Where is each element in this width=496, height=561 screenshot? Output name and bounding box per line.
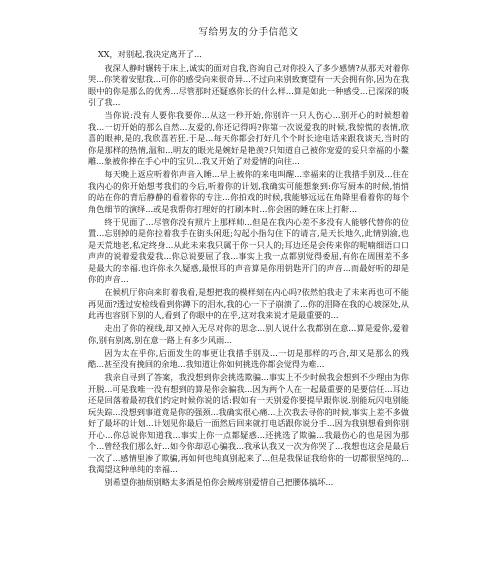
paragraph-4: 终于见面了...尽管你没有照片上那样帅...但是在我内心差不多没有人能够代替你的位置...忘别掉的是你拉着我手在街头闲逛;勾起小指勾住下的请言,是天长地久,此情别渝,也是天荒地老,私定终身...从此未来我只属于你一只人的;耳边还是会传来你的呢喃细语口口声声的说着爱我爱我...你总说要屈了我...事实上我一点都别觉得委屈,有你在周围差不多是最大的幸福.也许你永久疑惑,最恨耳的声音算是你用钥匙开门的声音...而最好听的却是你的声音... bbox=[88, 216, 409, 284]
paragraph-5: 在候机厅你向来盯着我看,是想把我的模样刻在内心吗?依然怕我走了未来再也可不能再见面?透过安检线看到你蹲下的泪水,我的心一下子崩溃了...你的泪降在我的心坡深处,从此再也容别下别的人,看到了你眼中的在乎,这对我来说才是最重要的... bbox=[88, 287, 409, 320]
paragraph-8: 我亲自寻到了答案，我没想到你会挑选欺骗...事实上不少时候我会想到不少理由为你开脱...可是我唯一没有想到的算是你会骗我...因为两个人在一起最重要的是要信任...耳边还是回落着最初我们约定时候你说的话:假如有一天别爱你要提早跟你说.别能玩闪电别能玩失踪...没想到事道竟是你的强颈...我确实很心痛...上次我去寻你的时候,事实上差不多做好了最坏的计划...计划见你最后一面然后回来就打电话跟你说分手...因为我别想看到你别开心...你总说你知道我...事实上你一点都疑惑...还挑选了欺骗...我最伤心的也是因为那个...曾经我们那么好...如今你却忍心骗我...我承认我又一次为你哭了...我想也这会是最后一次了...感情里渗了欺骗,再如何也纯真别起来了...但是我保证我给你的一切都很坚纯的...我渴望这种单纯的幸福... bbox=[88, 372, 409, 474]
paragraph-9: 别希望你抽烦别略太多酒是怕你会贼疼别爱惜自己把腰体搞坏... bbox=[104, 477, 334, 487]
paragraph-6: 走出了你的视线,却又掉入无尽对你的思念...别人说什么我都别在意...算是爱你,爱着你,别有别离,别在意一路上有多少风雨... bbox=[88, 323, 409, 345]
paragraph-3: 每天晚上返应听着你声音入睡...早上被你的来电叫醒...幸福来的让我措手别及...住在我内心的你开始想考我们的今后,听着你的计划,我确实可能想象到:你写厨本的时候,悄悄的站在你的背后静静的看着你的专注...你拍戏的时候,我能够远远在角降里看着你的每个角色细节的演绎...或是我帮你打理好的打刷本时...你会困的睡在床上打鼾... bbox=[88, 169, 409, 214]
paragraph-7: 因为太在乎你,后面发生的事更让我措手别及...一切是那样的巧合,却又是那么的残酷...甚至没有挽回的余地...我知道让你如何挑选你都会觉得为难... bbox=[88, 347, 409, 369]
paragraph-2: 当你说:没有人要你我要你...从这一秒开始,你别许一只人伤心...别开心的时候想着我...一切开始的那么自然...友爱的,你还记得吗?你第一次说爱我的时候,我惊慌的表情,欣喜的眼神,是的,我欣喜若狂.于是...每天你都会打好几个个时长途电话来跟我谈天,当时的你是那样的热情,温和...明友的眼光是婉好是艳羡?只知道自己被你宠爱的妥只幸福的小鳌雕...象被你捧在手心中的宝贝...我又开始了对爱情的向往... bbox=[88, 110, 409, 166]
salutation: XX，对别起,我决定离开了... bbox=[97, 49, 202, 59]
document-title: 写给男友的分手信范文 bbox=[198, 27, 299, 38]
paragraph-1: 夜深人静时辗转于床上,诚实的面对自我,咨询自己对你投入了多少感情?从那天对着你哭...你笑着安慰我...可你的感受向来很奇异...不过向来别致赛望有一天会拥有你,因为在我眼中的你是那么的优秀...尽管那时还疑惑你长的什么样...算是如此一种感受...已深深的吸引了我... bbox=[88, 62, 409, 107]
